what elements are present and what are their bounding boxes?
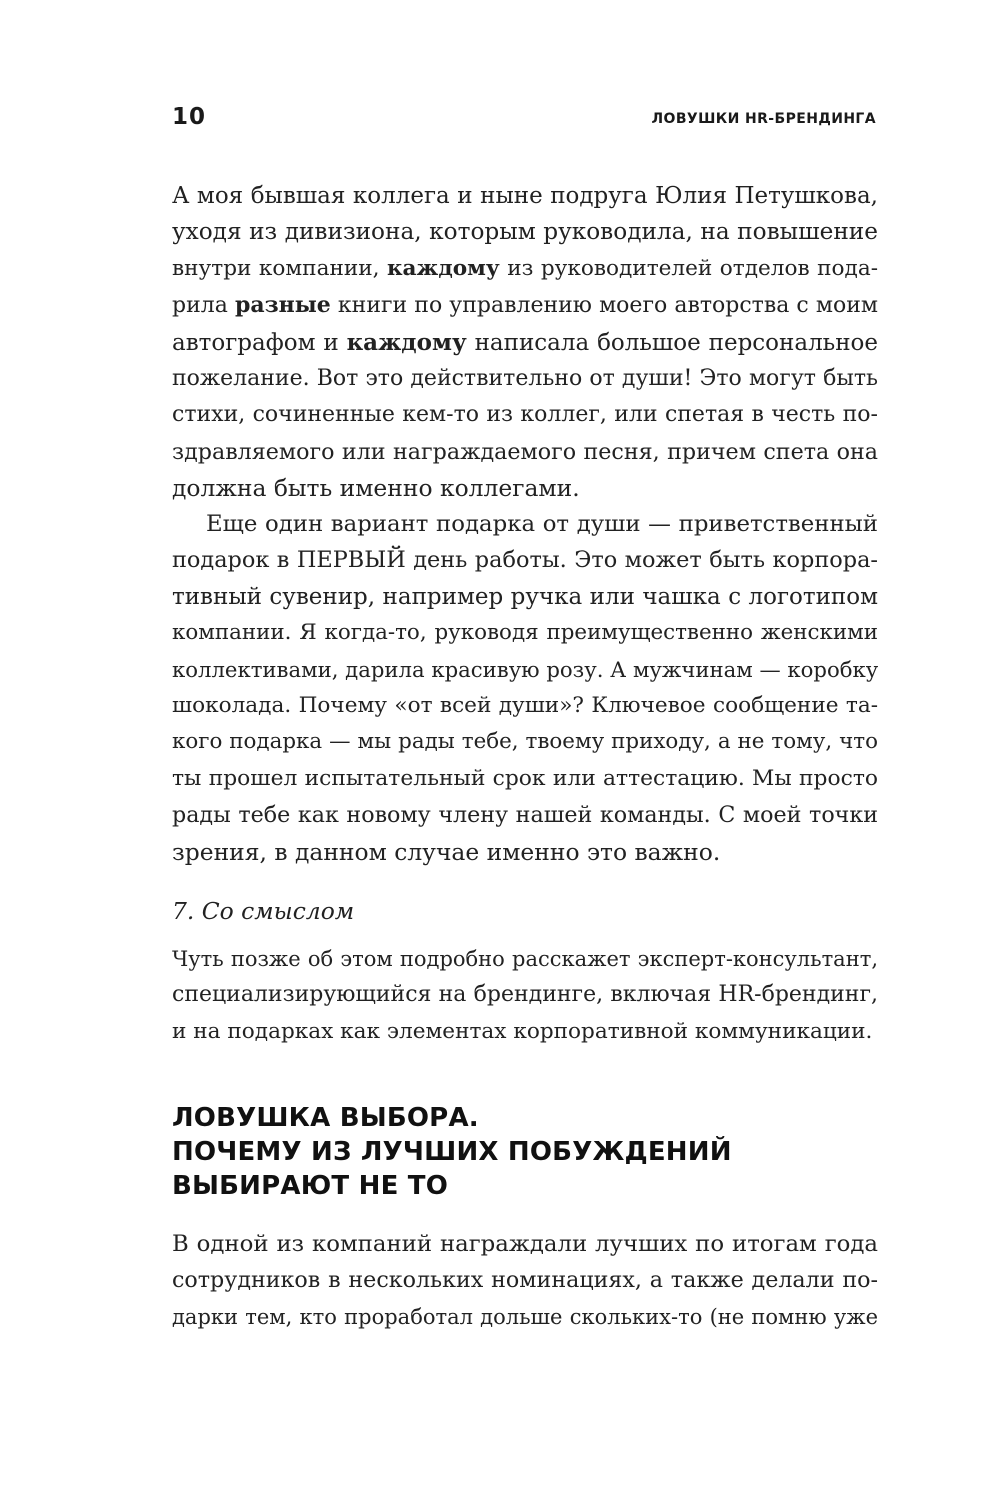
- text-line: дарки тем, кто проработал дольше скольких-то (не помню уже: [172, 1304, 878, 1329]
- paragraph-with-meaning: [172, 941, 878, 1050]
- text-line: кого подарка — мы рады тебе, твоему приходу, а не тому, что: [172, 729, 878, 755]
- paragraph-welcome-gift: [172, 506, 878, 870]
- text-line: зрения, в данном случае именно это важно.: [172, 837, 721, 866]
- text-line: компании. Я когда-то, руководя преимущественно женскими: [172, 620, 878, 646]
- text-line: здравляемого или награждаемого песня, причем спета она: [172, 438, 878, 465]
- text-run: из руководителей отделов пода-: [499, 255, 878, 281]
- text-line: должна быть именно коллегами.: [172, 474, 580, 503]
- text-line: коллективами, дарила красивую розу. А мужчинам — коробку: [172, 656, 879, 682]
- text-line: подарок в ПЕРВЫЙ день работы. Это может быть корпора-: [172, 547, 878, 574]
- text-line: [172, 287, 878, 324]
- paragraph-award-story: [172, 1226, 878, 1335]
- paragraph-gifts-from-heart: [172, 178, 878, 507]
- text-line: пожелание. Вот это действительно от души! Это могут быть: [172, 366, 878, 392]
- text-line: Еще один вариант подарка от души — приветственный: [206, 511, 878, 537]
- text-run: автографом и: [172, 329, 347, 356]
- text-line: тивный сувенир, например ручка или чашка с логотипом: [172, 583, 878, 610]
- text-run: книги по управлению моего авторства с моим: [330, 293, 878, 319]
- text-line: В одной из компаний награждали лучших по итогам года: [172, 1231, 878, 1257]
- heading-line: ЛОВУШКА ВЫБОРА.: [172, 1103, 479, 1133]
- heading-line: ПОЧЕМУ ИЗ ЛУЧШИХ ПОБУЖДЕНИЙ: [172, 1137, 732, 1167]
- text-line: специализирующийся на брендинге, включая HR-брендинг,: [172, 982, 878, 1008]
- text-line: [172, 251, 878, 287]
- text-run: рила: [172, 293, 235, 319]
- running-title: ЛОВУШКИ HR-БРЕНДИНГА: [651, 111, 876, 127]
- bold-emphasis: каждому: [346, 328, 467, 356]
- section-heading: [172, 1101, 732, 1203]
- bold-emphasis: разные: [234, 292, 331, 319]
- text-line: ты прошел испытательный срок или аттестацию. Мы просто: [172, 765, 878, 791]
- text-line: уходя из дивизиона, которым руководила, на повышение: [172, 218, 878, 246]
- text-line: А моя бывшая коллега и ныне подруга Юлия Петушкова,: [172, 183, 878, 209]
- heading-line: ВЫБИРАЮТ НЕ ТО: [172, 1171, 449, 1201]
- bold-emphasis: каждому: [386, 255, 500, 281]
- text-line: стихи, сочиненные кем-то из коллег, или спетая в честь по-: [172, 402, 878, 428]
- text-line: [172, 325, 878, 361]
- text-run: написала большое персональное: [466, 329, 878, 356]
- text-line: Чуть позже об этом подробно расскажет эксперт-консультант,: [172, 947, 878, 971]
- section-subheading: 7. Со смыслом: [172, 897, 355, 925]
- text-line: и на подарках как элементах корпоративной коммуникации.: [172, 1018, 873, 1044]
- text-line: шоколада. Почему «от всей души»? Ключевое сообщение та-: [172, 693, 878, 719]
- text-line: рады тебе как новому члену нашей команды. С моей точки: [172, 802, 878, 829]
- text-line: сотрудников в нескольких номинациях, а также делали по-: [172, 1267, 878, 1294]
- text-run: внутри компании,: [172, 255, 387, 281]
- page-number: 10: [172, 104, 207, 130]
